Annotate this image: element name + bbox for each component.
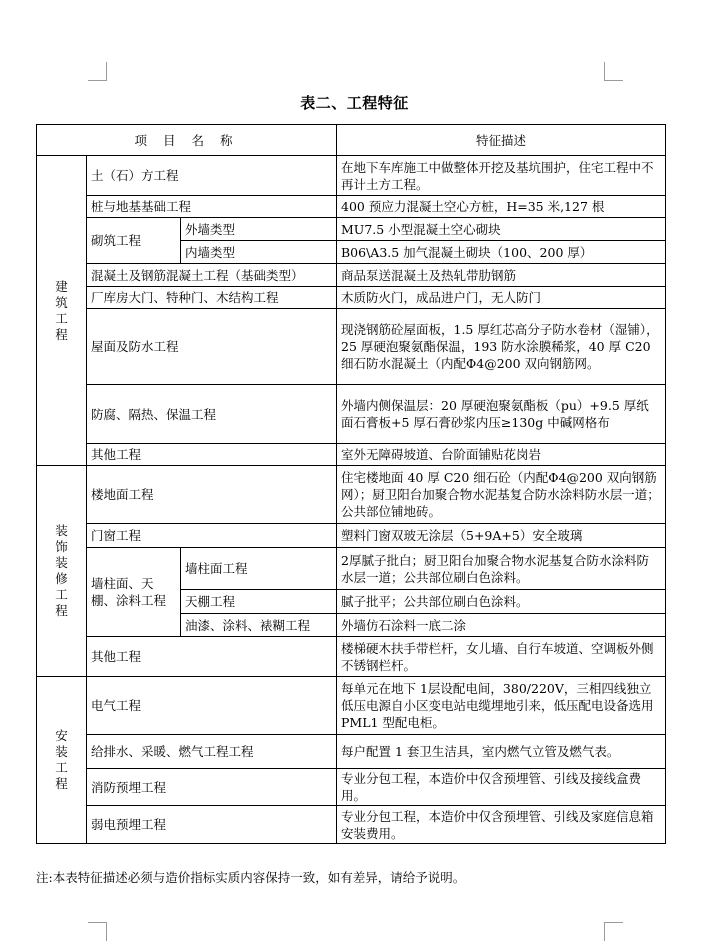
table-header-row <box>37 125 666 156</box>
sub-item-name: 油漆、涂料、裱糊工程 <box>181 614 337 637</box>
item-name: 其他工程 <box>87 637 337 677</box>
feature-table <box>36 124 666 844</box>
item-name: 消防预埋工程 <box>87 769 337 806</box>
table-row <box>37 735 666 769</box>
table-row <box>37 677 666 735</box>
item-name: 防腐、隔热、保温工程 <box>87 385 337 444</box>
item-name: 电气工程 <box>87 677 337 735</box>
crop-mark-top-left <box>88 62 107 81</box>
item-name: 桩与地基基础工程 <box>87 196 337 218</box>
sub-item-name: 内墙类型 <box>181 241 337 264</box>
item-desc: 外墙仿石涂料一底二涂 <box>337 614 666 637</box>
item-name: 弱电预埋工程 <box>87 806 337 844</box>
page-title: 表二、工程特征 <box>300 94 409 112</box>
item-name: 门窗工程 <box>87 524 337 548</box>
crop-mark-top-right <box>604 62 623 81</box>
table-row <box>37 637 666 677</box>
item-name: 土（石）方工程 <box>87 156 337 196</box>
item-desc: 室外无障碍坡道、台阶面铺贴花岗岩 <box>337 444 666 466</box>
crop-mark-bottom-left <box>88 922 107 941</box>
footnote: 注:本表特征描述必须与造价指标实质内容保持一致，如有差异，请给予说明。 <box>36 870 466 885</box>
crop-mark-bottom-right <box>604 922 623 941</box>
table-row <box>37 218 666 241</box>
item-desc: 住宅楼地面 40 厚 C20 细石砼（内配Φ4@200 双向钢筋网）；厨卫阳台加聚合物水泥基复合防水涂料防水层一道；公共部位铺地砖。 <box>337 466 666 524</box>
table-row <box>37 444 666 466</box>
header-feature-desc: 特征描述 <box>337 125 666 156</box>
table-row <box>37 196 666 218</box>
item-desc: 在地下车库施工中做整体开挖及基坑围护，住宅工程中不再计土方工程。 <box>337 156 666 196</box>
item-desc: 楼梯硬木扶手带栏杆，女儿墙、自行车坡道、空调板外侧不锈钢栏杆。 <box>337 637 666 677</box>
item-desc: 商品泵送混凝土及热轧带肋钢筋 <box>337 264 666 287</box>
item-name: 砌筑工程 <box>87 218 181 264</box>
category-architecture: 建筑工程 <box>37 156 87 466</box>
item-name: 厂库房大门、特种门、木结构工程 <box>87 287 337 309</box>
item-name: 其他工程 <box>87 444 337 466</box>
item-desc: 塑料门窗双玻无涂层（5+9A+5）安全玻璃 <box>337 524 666 548</box>
item-name: 楼地面工程 <box>87 466 337 524</box>
item-desc: 专业分包工程，本造价中仅含预埋管、引线及接线盒费用。 <box>337 769 666 806</box>
header-project-name: 项 目 名 称 <box>37 125 337 156</box>
item-name: 屋面及防水工程 <box>87 309 337 385</box>
item-desc: 每单元在地下 1层设配电间，380/220V，三相四线独立低压电源自小区变电站电缆埋地引来，低压配电设备选用PML1 型配电柜。 <box>337 677 666 735</box>
item-desc: 2厚腻子批白；厨卫阳台加聚合物水泥基复合防水涂料防水层一道；公共部位刷白色涂料。 <box>337 548 666 590</box>
table-row <box>37 309 666 385</box>
item-name: 给排水、采暖、燃气工程工程 <box>87 735 337 769</box>
item-desc: 腻子批平；公共部位刷白色涂料。 <box>337 590 666 614</box>
item-desc: 400 预应力混凝土空心方桩，H=35 米,127 根 <box>337 196 666 218</box>
table-row <box>37 548 666 590</box>
item-desc: 木质防火门，成品进户门，无人防门 <box>337 287 666 309</box>
item-desc: 专业分包工程，本造价中仅含预埋管、引线及家庭信息箱安装费用。 <box>337 806 666 844</box>
item-desc: 每户配置 1 套卫生洁具，室内燃气立管及燃气表。 <box>337 735 666 769</box>
table-row <box>37 156 666 196</box>
item-name: 墙柱面、天棚、涂料工程 <box>87 548 181 637</box>
sub-item-name: 墙柱面工程 <box>181 548 337 590</box>
category-decoration: 装饰装修工程 <box>37 466 87 677</box>
item-desc: 外墙内侧保温层：20 厚硬泡聚氨酯板（pu）+9.5 厚纸面石膏板+5 厚石膏砂浆内压≥130g 中碱网格布 <box>337 385 666 444</box>
item-desc: MU7.5 小型混凝土空心砌块 <box>337 218 666 241</box>
table-row <box>37 524 666 548</box>
table-row <box>37 287 666 309</box>
table-row <box>37 264 666 287</box>
item-name: 混凝土及钢筋混凝土工程（基础类型） <box>87 264 337 287</box>
sub-item-name: 外墙类型 <box>181 218 337 241</box>
item-desc: B06\A3.5 加气混凝土砌块（100、200 厚） <box>337 241 666 264</box>
table-row <box>37 466 666 524</box>
sub-item-name: 天棚工程 <box>181 590 337 614</box>
table-row <box>37 769 666 806</box>
category-installation: 安装工程 <box>37 677 87 844</box>
item-desc: 现浇钢筋砼屋面板，1.5 厚红芯高分子防水卷材（湿铺），25 厚硬泡聚氨酯保温，193 防水涂膜稀浆，40 厚 C20 细石防水混凝土（内配Φ4@200 双向钢筋网。 <box>337 309 666 385</box>
table-row <box>37 806 666 844</box>
table-row <box>37 385 666 444</box>
